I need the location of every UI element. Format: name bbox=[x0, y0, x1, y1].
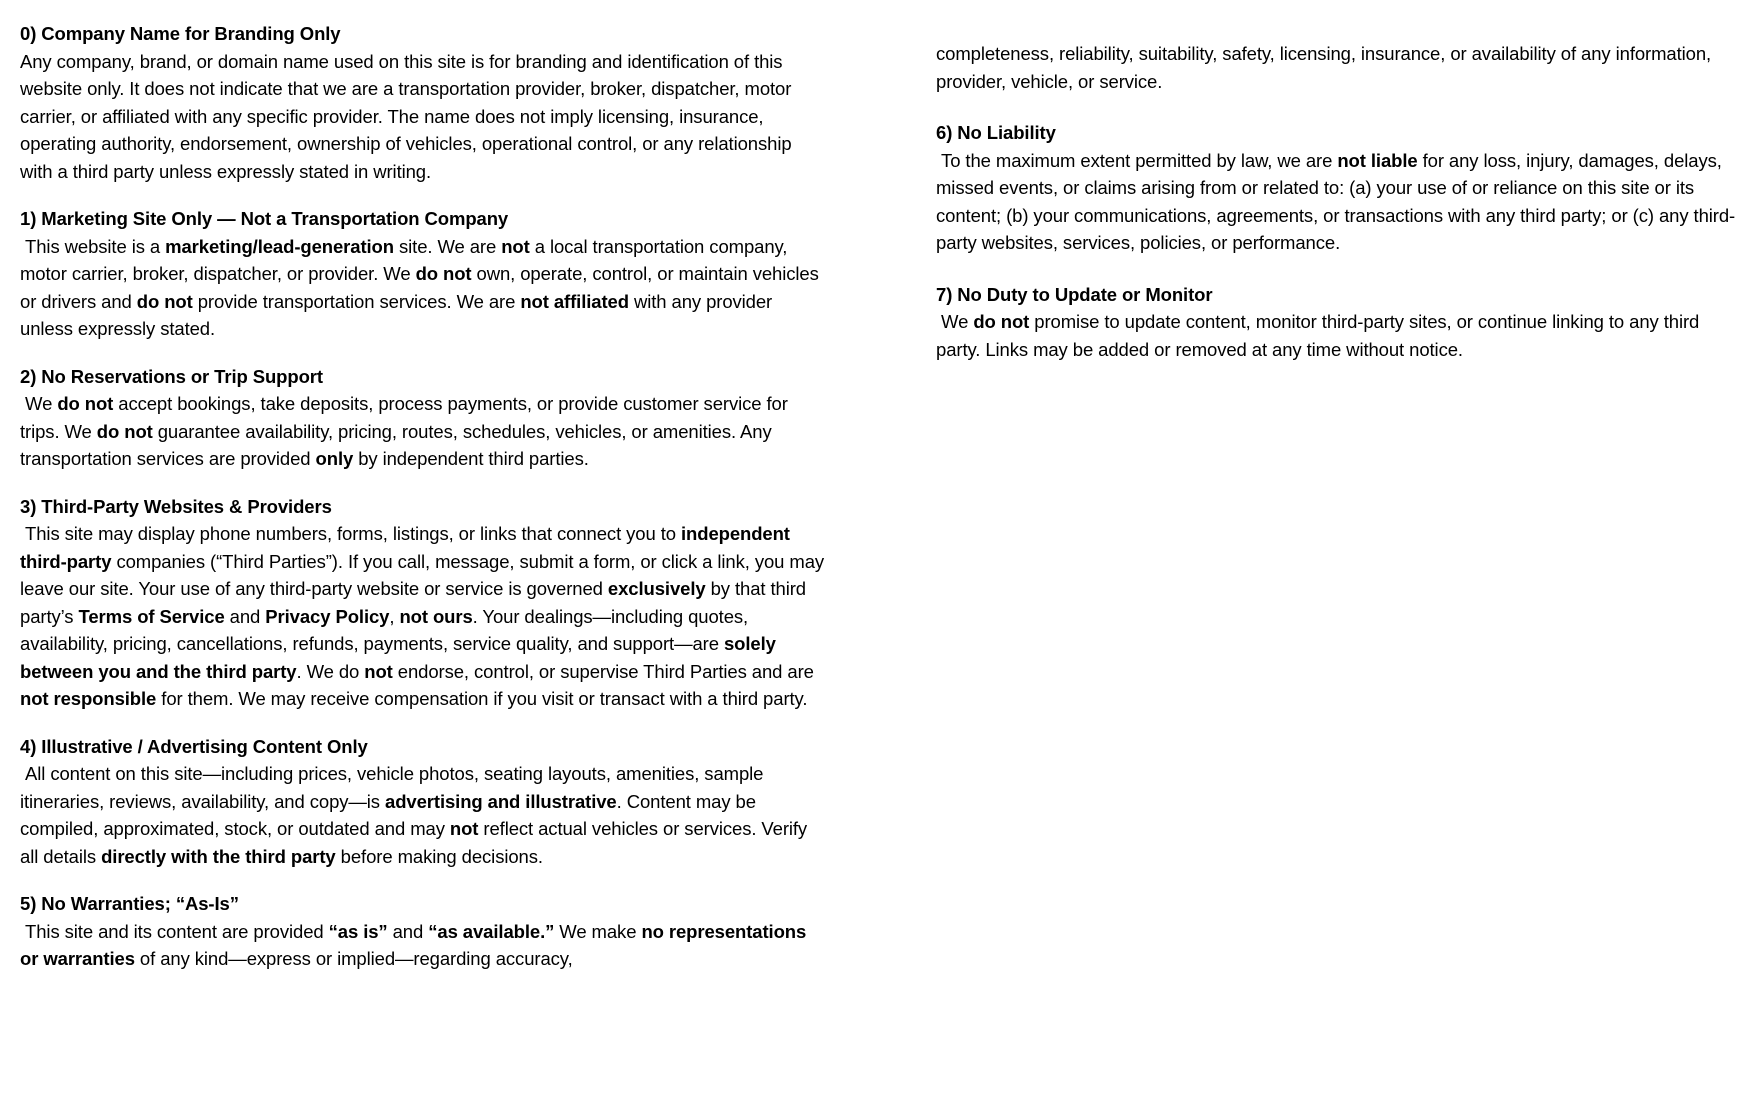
bold-text-segment: Privacy Policy bbox=[265, 605, 390, 627]
section-paragraph bbox=[20, 48, 826, 186]
section-paragraph bbox=[20, 233, 826, 343]
bold-text-segment: only bbox=[315, 448, 354, 469]
section-paragraph bbox=[20, 520, 830, 713]
bold-text-segment: solely between you and the third party bbox=[20, 633, 781, 682]
section-paragraph bbox=[936, 308, 1742, 363]
bold-text-segment: not responsible bbox=[20, 688, 157, 709]
section-heading: 0) Company Name for Branding Only bbox=[20, 23, 341, 44]
text-segment: . We do bbox=[296, 660, 365, 682]
disclaimer-section bbox=[20, 205, 826, 343]
text-segment: All content on this site—including prices, vehicle photos, seating layouts, amenities, sample itineraries, reviews, availability, and copy—is bbox=[20, 763, 769, 812]
text-segment: provide transportation services. We are bbox=[192, 290, 521, 312]
text-segment: completeness, reliability, suitability, safety, licensing, insurance, or availability of any information, provider, vehicle, or service. bbox=[936, 43, 1717, 92]
disclaimer-column-right bbox=[936, 20, 1742, 387]
section-heading: 2) No Reservations or Trip Support bbox=[20, 365, 323, 387]
disclaimer-section bbox=[20, 20, 826, 185]
bold-text-segment: do not bbox=[57, 393, 114, 414]
text-segment: accept bookings, take deposits, process payments, or provide customer service for trips. We bbox=[20, 393, 793, 442]
text-segment: promise to update content, monitor third-party sites, or continue linking to any third party. Links may be added or removed at any time without notice. bbox=[936, 311, 1705, 360]
section-heading: 3) Third-Party Websites & Providers bbox=[20, 495, 332, 517]
text-segment: This site may display phone numbers, forms, listings, or links that connect you to bbox=[20, 523, 681, 544]
section-paragraph bbox=[936, 147, 1742, 257]
bold-text-segment: no representations or warranties bbox=[20, 920, 812, 969]
bold-text-segment: Terms of Service bbox=[78, 605, 225, 627]
text-segment: and bbox=[387, 920, 429, 942]
text-segment: We make bbox=[554, 920, 642, 942]
bold-text-segment: “as available.” bbox=[428, 920, 555, 942]
bold-text-segment: do not bbox=[973, 311, 1030, 332]
text-segment: . Your dealings—including quotes, availability, pricing, cancellations, refunds, payments, service quality, and support—are bbox=[20, 605, 754, 654]
bold-text-segment: directly with the third party bbox=[101, 845, 336, 867]
text-segment: before making decisions. bbox=[335, 845, 543, 867]
section-paragraph bbox=[20, 760, 826, 870]
section-heading: 5) No Warranties; “As-Is” bbox=[20, 893, 239, 914]
text-segment: , bbox=[389, 605, 400, 627]
bold-text-segment: not ours bbox=[399, 605, 473, 627]
disclaimer-section bbox=[936, 281, 1742, 364]
text-segment: To the maximum extent permitted by law, we are bbox=[936, 149, 1338, 171]
bold-text-segment: not bbox=[364, 660, 393, 682]
text-segment: endorse, control, or supervise Third Parties and are bbox=[392, 660, 819, 682]
section-heading: 6) No Liability bbox=[936, 122, 1056, 143]
text-segment: Any company, brand, or domain name used on this site is for branding and identification of this website only. It does not indicate that we are a transportation provider, broker, dispatcher, motor carrier, or affiliated with any specific provider. The name does not imply licensing, insurance, operating authority, endorsement, ownership of vehicles, operational control, or any relationship with a third party unless expressly stated in writing. bbox=[20, 50, 797, 182]
bold-text-segment: exclusively bbox=[607, 578, 706, 599]
section-heading: 7) No Duty to Update or Monitor bbox=[936, 283, 1213, 305]
text-segment: by independent third parties. bbox=[353, 448, 589, 469]
text-segment: of any kind—express or implied—regarding accuracy, bbox=[134, 948, 573, 969]
text-segment: own, operate, control, or maintain vehicles or drivers and bbox=[20, 263, 824, 312]
disclaimer-column-left bbox=[20, 20, 830, 993]
section-paragraph bbox=[20, 390, 826, 473]
text-segment: for them. We may receive compensation if you visit or transact with a third party. bbox=[156, 688, 808, 709]
disclaimer-section bbox=[20, 733, 826, 871]
text-segment: a local transportation company, motor carrier, broker, dispatcher, or provider. We bbox=[20, 235, 793, 284]
text-segment: guarantee availability, pricing, routes, schedules, vehicles, or amenities. Any transportation services are provided bbox=[20, 420, 777, 469]
disclaimer-section bbox=[20, 363, 826, 473]
text-segment: and bbox=[224, 605, 266, 627]
disclaimer-section bbox=[936, 119, 1742, 257]
section-heading: 4) Illustrative / Advertising Content Only bbox=[20, 735, 368, 757]
text-segment: . Content may be compiled, approximated, stock, or outdated and may bbox=[20, 790, 761, 839]
text-segment: for any loss, injury, damages, delays, missed events, or claims arising from or related to: (a) your use of or reliance on this site or its content; (b) your communications, agreements, or transactions with any third party; or (c) any third-party websites, services, policies, or performance. bbox=[936, 149, 1736, 253]
section-heading: 1) Marketing Site Only — Not a Transportation Company bbox=[20, 208, 509, 229]
text-segment: with any provider unless expressly stated. bbox=[20, 290, 778, 339]
section-paragraph bbox=[936, 40, 1742, 95]
text-segment: reflect actual vehicles or services. Verify all details bbox=[20, 818, 813, 867]
text-segment: companies (“Third Parties”). If you call, message, submit a form, or click a link, you may leave our site. Your use of any third-party website or service is governed bbox=[20, 550, 830, 599]
bold-text-segment: not bbox=[501, 235, 530, 257]
text-segment: site. We are bbox=[393, 235, 502, 257]
bold-text-segment: independent third-party bbox=[20, 523, 795, 572]
text-segment: We bbox=[936, 311, 974, 332]
text-segment: by that third party’s bbox=[20, 578, 812, 627]
bold-text-segment: “as is” bbox=[328, 920, 388, 942]
bold-text-segment: not liable bbox=[1337, 149, 1418, 171]
disclaimer-section bbox=[20, 493, 830, 713]
disclaimer-section bbox=[20, 890, 826, 973]
bold-text-segment: do not bbox=[136, 290, 193, 312]
bold-text-segment: marketing/lead-generation bbox=[165, 235, 394, 257]
text-segment: This site and its content are provided bbox=[20, 920, 329, 942]
bold-text-segment: do not bbox=[96, 420, 153, 442]
bold-text-segment: do not bbox=[415, 263, 472, 284]
text-segment: We bbox=[20, 393, 58, 414]
bold-text-segment: not bbox=[449, 818, 479, 839]
bold-text-segment: advertising and illustrative bbox=[385, 790, 617, 812]
bold-text-segment: not affiliated bbox=[520, 290, 629, 312]
disclaimer-section bbox=[936, 40, 1742, 95]
text-segment: This website is a bbox=[20, 235, 166, 257]
section-paragraph bbox=[20, 918, 826, 973]
